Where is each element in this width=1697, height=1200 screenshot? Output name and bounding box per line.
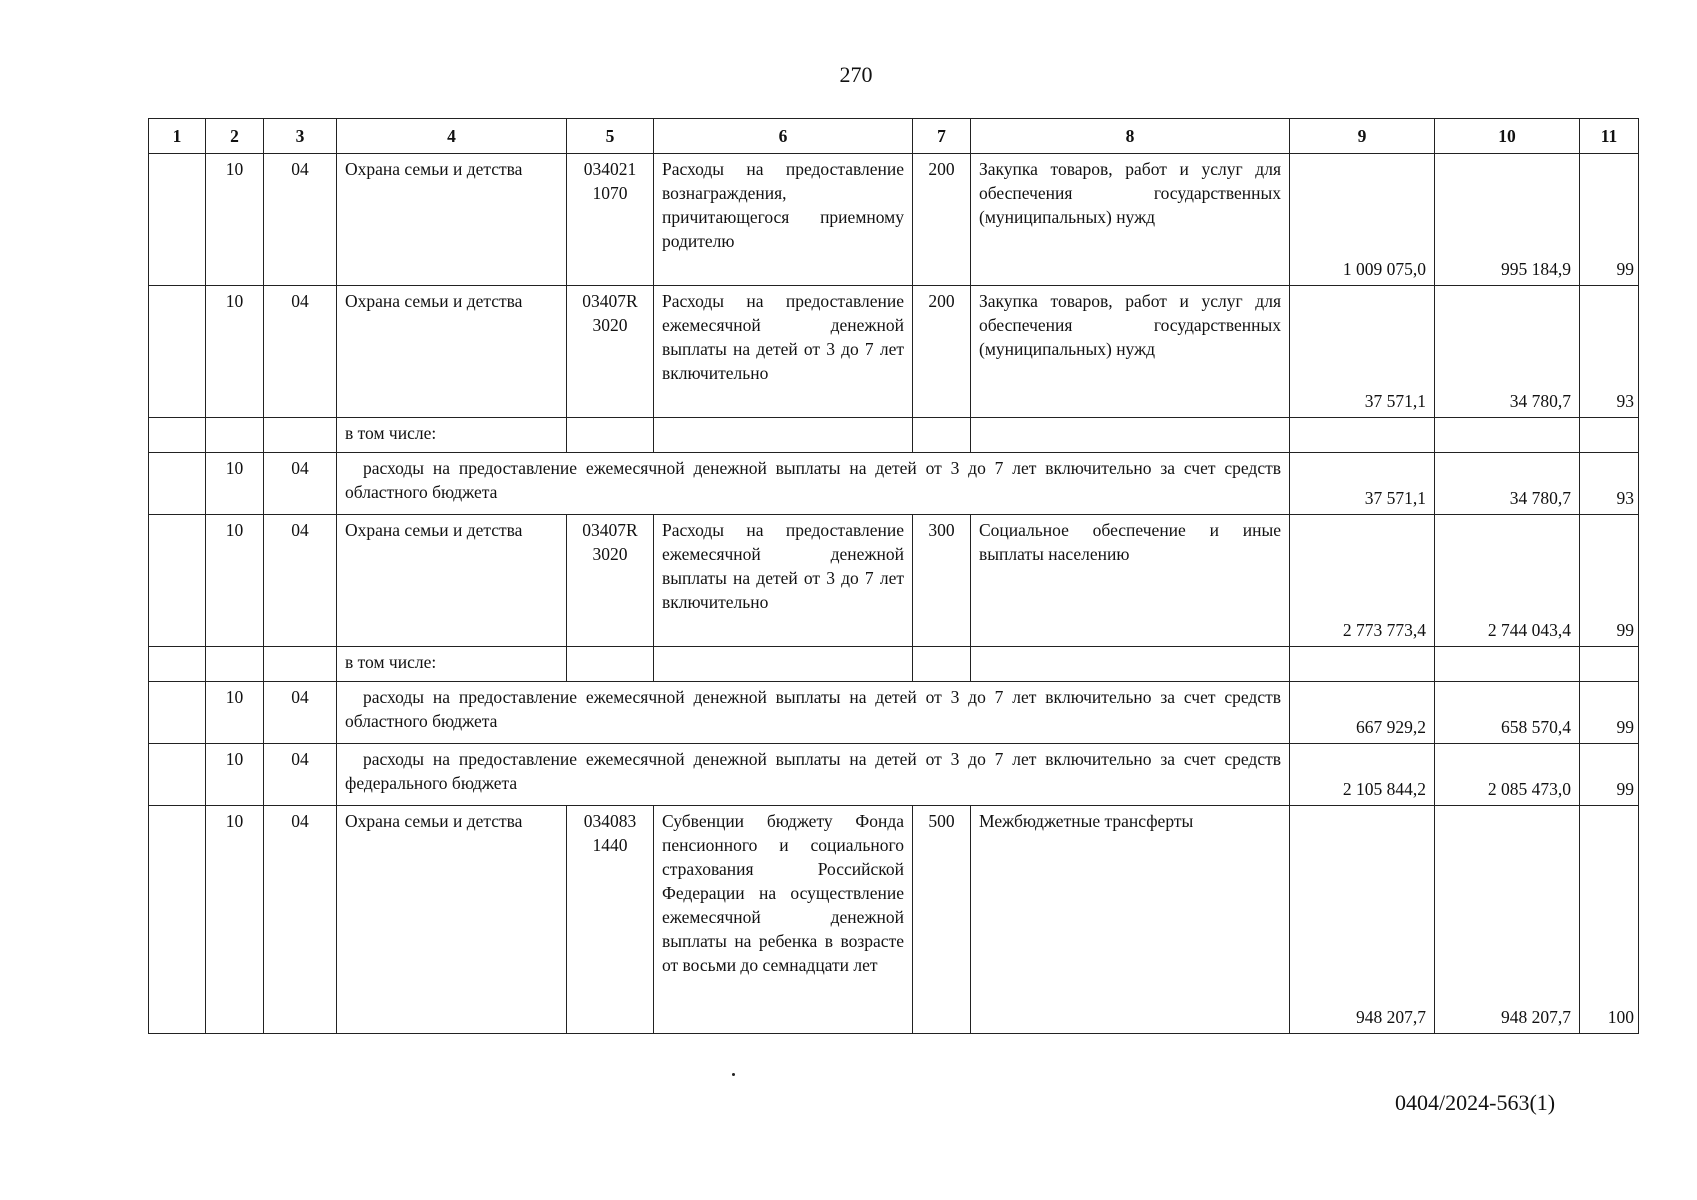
subsection-code: 04: [264, 682, 337, 744]
section-code: 10: [206, 744, 264, 806]
including-label: в том числе:: [337, 418, 567, 453]
header-row: [149, 119, 1639, 154]
expense-type-name: Закупка товаров, работ и услуг для обеспечения государственных (муниципальных) нужд: [971, 286, 1290, 418]
percent-executed: 93: [1580, 286, 1639, 418]
target-code: 034021 1070: [567, 154, 654, 286]
percent-executed: 99: [1580, 682, 1639, 744]
table-row: [149, 806, 1639, 1034]
actual-amount: 948 207,7: [1435, 806, 1580, 1034]
document-code: 0404/2024-563(1): [1395, 1090, 1556, 1115]
actual-amount: 2 744 043,4: [1435, 515, 1580, 647]
planned-amount: 2 773 773,4: [1290, 515, 1435, 647]
section-code: 10: [206, 286, 264, 418]
section-code: 10: [206, 806, 264, 1034]
actual-amount: 658 570,4: [1435, 682, 1580, 744]
col-header: 10: [1435, 119, 1580, 154]
table-row: [149, 647, 1639, 682]
col-header: 8: [971, 119, 1290, 154]
col-header: 6: [654, 119, 913, 154]
planned-amount: 1 009 075,0: [1290, 154, 1435, 286]
expense-type-code: 200: [913, 286, 971, 418]
col-header: 11: [1580, 119, 1639, 154]
table-row: [149, 682, 1639, 744]
actual-amount: 34 780,7: [1435, 286, 1580, 418]
planned-amount: 2 105 844,2: [1290, 744, 1435, 806]
section-code: 10: [206, 453, 264, 515]
subsection-code: 04: [264, 154, 337, 286]
expense-description: Расходы на предоставление ежемесячной денежной выплаты на детей от 3 до 7 лет включительно: [654, 286, 913, 418]
expense-description: Расходы на предоставление вознаграждения, причитающегося приемному родителю: [654, 154, 913, 286]
subsection-code: 04: [264, 453, 337, 515]
col-header: 3: [264, 119, 337, 154]
col-header: 4: [337, 119, 567, 154]
col-header: 7: [913, 119, 971, 154]
expense-type-code: 500: [913, 806, 971, 1034]
expense-description: Расходы на предоставление ежемесячной денежной выплаты на детей от 3 до 7 лет включительно: [654, 515, 913, 647]
item-name: Охрана семьи и детства: [337, 154, 567, 286]
expense-type-code: 200: [913, 154, 971, 286]
expense-type-name: Закупка товаров, работ и услуг для обеспечения государственных (муниципальных) нужд: [971, 154, 1290, 286]
page-number: 270: [839, 62, 873, 87]
sub-expense-description: расходы на предоставление ежемесячной денежной выплаты на детей от 3 до 7 лет включительно за счет средств областного бюджета: [337, 682, 1290, 744]
section-code: 10: [206, 154, 264, 286]
col-header: 5: [567, 119, 654, 154]
expense-description: Субвенции бюджету Фонда пенсионного и социального страхования Российской Федерации на осуществление ежемесячной денежной выплаты на ребенка в возрасте от восьми до семнадцати лет: [654, 806, 913, 1034]
percent-executed: 99: [1580, 515, 1639, 647]
col-header: 2: [206, 119, 264, 154]
item-name: Охрана семьи и детства: [337, 806, 567, 1034]
sub-expense-description: расходы на предоставление ежемесячной денежной выплаты на детей от 3 до 7 лет включительно за счет средств областного бюджета: [337, 453, 1290, 515]
table-row: [149, 453, 1639, 515]
target-code: 034083 1440: [567, 806, 654, 1034]
percent-executed: 99: [1580, 154, 1639, 286]
table-row: [149, 154, 1639, 286]
table-row: [149, 418, 1639, 453]
percent-executed: 100: [1580, 806, 1639, 1034]
section-code: 10: [206, 515, 264, 647]
percent-executed: 99: [1580, 744, 1639, 806]
planned-amount: 37 571,1: [1290, 453, 1435, 515]
subsection-code: 04: [264, 806, 337, 1034]
planned-amount: 948 207,7: [1290, 806, 1435, 1034]
table-row: [149, 286, 1639, 418]
target-code: 03407R 3020: [567, 515, 654, 647]
expense-type-code: 300: [913, 515, 971, 647]
item-name: Охрана семьи и детства: [337, 515, 567, 647]
subsection-code: 04: [264, 515, 337, 647]
item-name: Охрана семьи и детства: [337, 286, 567, 418]
actual-amount: 34 780,7: [1435, 453, 1580, 515]
table-row: [149, 744, 1639, 806]
target-code: 03407R 3020: [567, 286, 654, 418]
table-row: [149, 515, 1639, 647]
percent-executed: 93: [1580, 453, 1639, 515]
section-code: 10: [206, 682, 264, 744]
planned-amount: 37 571,1: [1290, 286, 1435, 418]
expense-type-name: Межбюджетные трансферты: [971, 806, 1290, 1034]
planned-amount: 667 929,2: [1290, 682, 1435, 744]
sub-expense-description: расходы на предоставление ежемесячной денежной выплаты на детей от 3 до 7 лет включительно за счет средств федерального бюджета: [337, 744, 1290, 806]
stray-dot: [732, 1073, 735, 1076]
col-header: 9: [1290, 119, 1435, 154]
col-header: 1: [149, 119, 206, 154]
subsection-code: 04: [264, 744, 337, 806]
budget-table: [148, 118, 1639, 1034]
expense-type-name: Социальное обеспечение и иные выплаты населению: [971, 515, 1290, 647]
including-label: в том числе:: [337, 647, 567, 682]
subsection-code: 04: [264, 286, 337, 418]
actual-amount: 995 184,9: [1435, 154, 1580, 286]
actual-amount: 2 085 473,0: [1435, 744, 1580, 806]
